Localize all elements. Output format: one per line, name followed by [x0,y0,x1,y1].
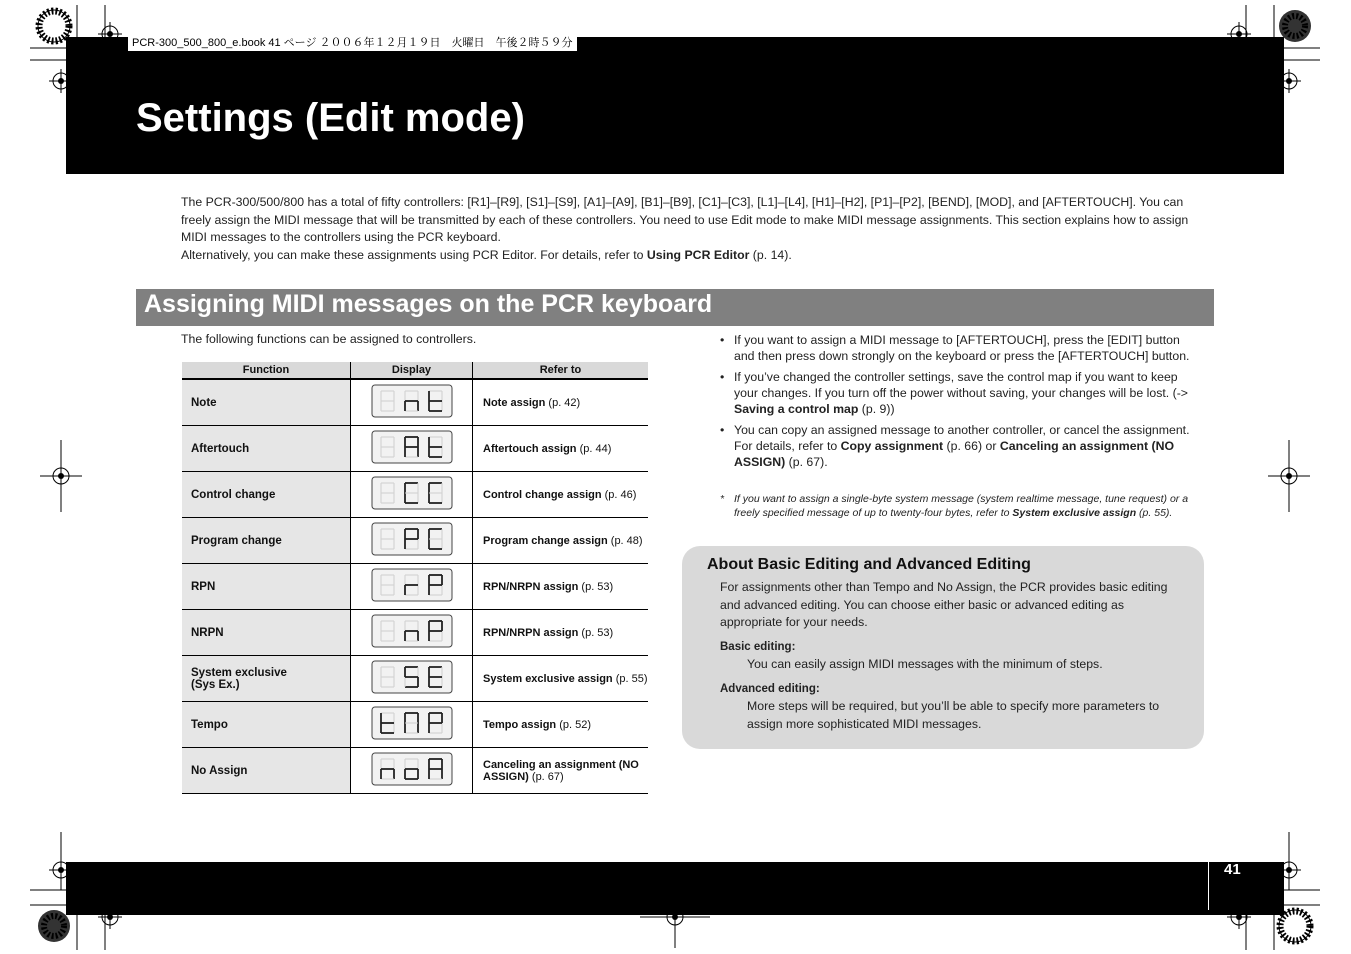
about-title: About Basic Editing and Advanced Editing [707,556,1031,573]
table-intro: The following functions can be assigned to controllers. [181,332,477,346]
function-cell: NRPN [182,610,351,656]
bullet-text: (p. 9)) [858,402,895,416]
using-pcr-editor-link[interactable]: Using PCR Editor [646,247,750,262]
bullet-text: You can copy an assigned message to another controller, or cancel the assignment. For details, refer to [734,423,1190,453]
refer-cell [473,472,649,518]
header-display: Display [351,362,473,379]
bullet-text: (p. 66) or [943,439,1000,453]
display-cell [351,702,473,748]
function-cell: No Assign [182,748,351,794]
refer-page: (p. 67) [528,770,564,783]
display-cell [351,426,473,472]
function-cell: RPN [182,564,351,610]
lcd-display [371,706,453,740]
header-function: Function [182,362,351,379]
function-cell: Program change [182,518,351,564]
page-title: Settings (Edit mode) [136,96,525,140]
refer-page: (p. 55) [612,672,648,685]
table-row [182,610,648,656]
refer-page: (p. 44) [576,442,612,455]
refer-cell [473,379,649,426]
refer-page: (p. 53) [578,580,614,593]
table-row [182,564,648,610]
refer-page: (p. 53) [578,626,614,639]
refer-cell [473,748,649,794]
lcd-display [371,752,453,786]
lcd-display [371,384,453,418]
display-cell [351,518,473,564]
refer-link[interactable]: RPN/NRPN assign [483,580,579,593]
saving-control-map-link[interactable]: Saving a control map [734,402,859,416]
bullet-text: (p. 67). [785,455,828,469]
refer-link[interactable]: Control change assign [483,488,602,501]
lcd-display [371,430,453,464]
note-star: * [720,493,725,505]
function-cell: Note [182,379,351,426]
display-cell [351,610,473,656]
lcd-display [371,476,453,510]
refer-cell [473,702,649,748]
header-refer-to: Refer to [473,362,649,379]
refer-link[interactable]: Program change assign [483,534,608,547]
intro-p2-post: (p. 14). [749,247,792,262]
intro-paragraph-2 [181,247,1191,265]
about-body [720,579,1188,733]
display-cell [351,748,473,794]
copy-assignment-link[interactable]: Copy assignment [840,439,944,453]
display-cell [351,472,473,518]
function-label: System exclusive [191,666,287,679]
refer-cell [473,564,649,610]
refer-cell [473,656,649,702]
refer-link[interactable]: Note assign [483,396,546,409]
bullet-text: If you’ve changed the controller settings, save the control map if you want to keep your changes. If you turn off the power without saving, your changes will be lost. (-> [734,370,1188,400]
basic-editing-label: Basic editing: [720,640,796,653]
table-row [182,748,648,794]
advanced-editing-label: Advanced editing: [720,682,820,695]
refer-link[interactable]: Canceling an assignment (NO ASSIGN) [483,758,639,783]
table-header-row [182,362,648,379]
system-exclusive-link[interactable]: System exclusive assign [1012,507,1137,519]
function-cell: Aftertouch [182,426,351,472]
table-row [182,656,648,702]
table-row [182,379,648,426]
tips-list [720,332,1190,475]
refer-page: (p. 48) [607,534,643,547]
display-cell [351,379,473,426]
refer-page: (p. 46) [601,488,637,501]
refer-link[interactable]: System exclusive assign [483,672,613,685]
refer-cell [473,518,649,564]
about-intro: For assignments other than Tempo and No Assign, the PCR provides basic editing and advanced editing. You can choose either basic or advanced editing as appropriate for your needs. [720,580,1168,629]
book-info: PCR-300_500_800_e.book 41 ページ ２００６年１２月１９日 火曜日 午後２時５９分 [128,33,577,51]
function-cell: Control change [182,472,351,518]
table-row [182,702,648,748]
table-row [182,518,648,564]
table-row [182,472,648,518]
lcd-display [371,614,453,648]
note-text: (p. 55). [1136,507,1173,519]
intro-p2-pre: Alternatively, you can make these assignments using PCR Editor. For details, refer to [181,247,647,262]
function-label-2: (Sys Ex.) [191,678,240,691]
lcd-display [371,660,453,694]
refer-link[interactable]: Aftertouch assign [483,442,577,455]
list-item [720,422,1190,470]
lcd-display [371,522,453,556]
refer-cell [473,610,649,656]
intro-text [181,194,1191,264]
note-text: If you want to assign a single-byte system message (system realtime message, tune request) or a freely specified message of up to twenty-four bytes, refer to [734,493,1189,519]
refer-link[interactable]: Tempo assign [483,718,557,731]
page-divider [1208,862,1209,910]
page-number: 41 [1224,861,1241,878]
canceling-assignment-link[interactable]: Canceling an assignment (NO ASSIGN) [734,439,1175,469]
basic-editing-text: You can easily assign MIDI messages with the minimum of steps. [747,657,1103,671]
refer-page: (p. 42) [545,396,581,409]
refer-link[interactable]: RPN/NRPN assign [483,626,579,639]
function-cell [182,656,351,702]
footnote [720,492,1209,520]
refer-page: (p. 52) [556,718,592,731]
display-cell [351,564,473,610]
refer-cell [473,426,649,472]
section-title: Assigning MIDI messages on the PCR keyboard [144,290,713,318]
function-table [182,362,648,794]
advanced-editing-text: More steps will be required, but you’ll be able to specify more parameters to assign more sophisticated MIDI messages. [747,699,1160,731]
display-cell [351,656,473,702]
intro-paragraph-1: The PCR-300/500/800 has a total of fifty controllers: [R1]–[R9], [S1]–[S9], [A1]–[A9], [B1]–[B9], [C1]–[C3], [L1]–[L4], [H1]–[H2], [P1]–[P2], [BEND], [MOD], and [AFTERTOUCH]. You can freely assign the MIDI message that will be transmitted by each of these controllers. You need to use Edit mode to make MIDI message assignments. This section explains how to assign MIDI messages to the controllers using the PCR keyboard. [181,195,1189,244]
list-item [720,369,1190,417]
table-row [182,426,648,472]
list-item: • If you want to assign a MIDI message to [AFTERTOUCH], press the [EDIT] button and then press down strongly on the keyboard or press the [AFTERTOUCH] button. [720,332,1190,364]
function-cell: Tempo [182,702,351,748]
lcd-display [371,568,453,602]
